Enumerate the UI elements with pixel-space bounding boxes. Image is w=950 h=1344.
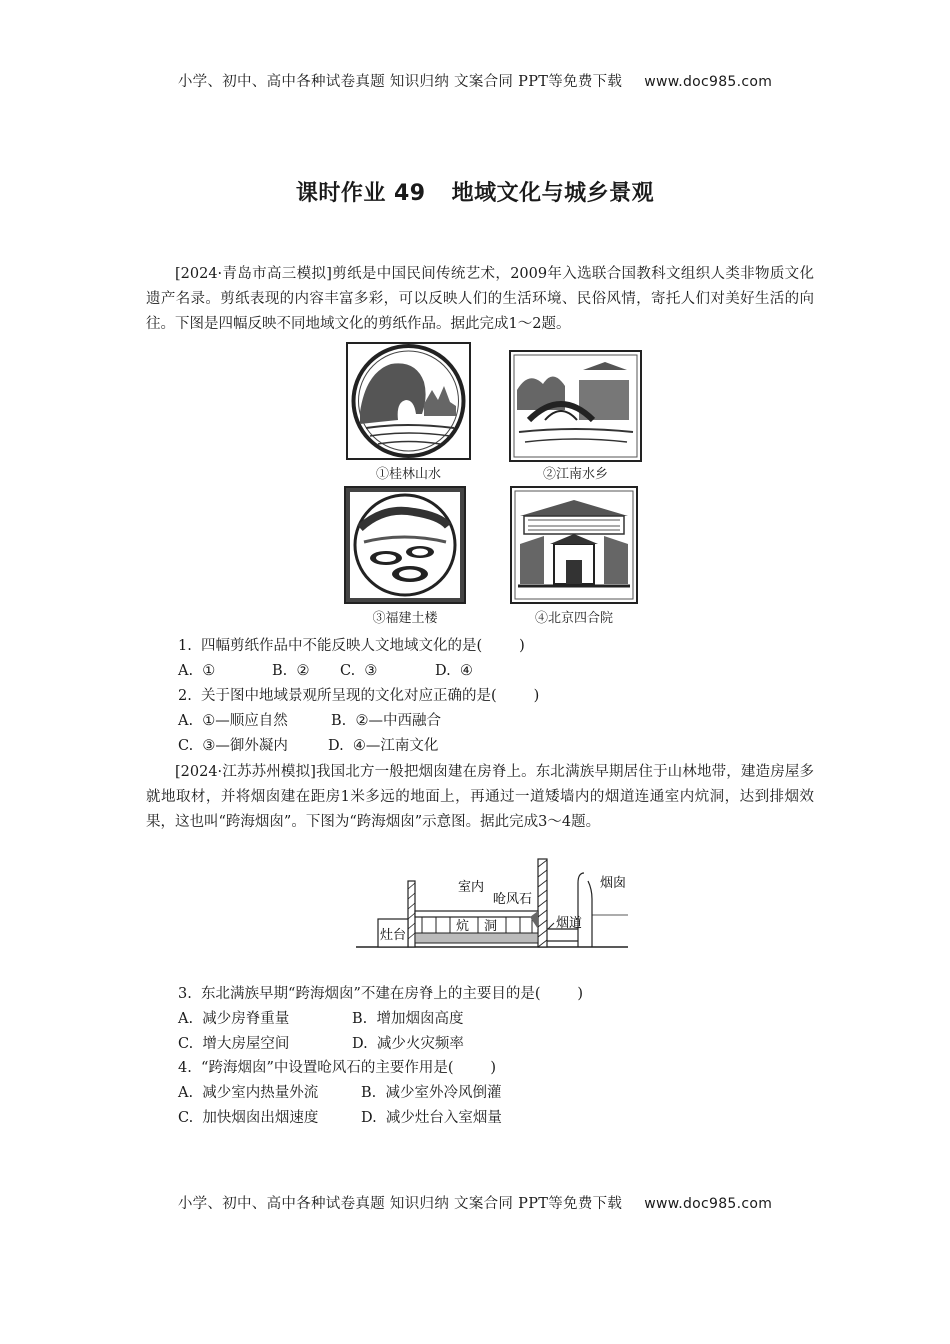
q4-option-d[interactable]: D. 减少灶台入室烟量 [361, 1110, 502, 1126]
label-indoor: 室内 [458, 880, 485, 895]
q2-option-d[interactable]: D. ④—江南文化 [328, 738, 439, 754]
q1-option-a[interactable]: A. ① [178, 663, 216, 679]
q4-stem: 4. “跨海烟囱”中设置呛风石的主要作用是( ) [178, 1060, 497, 1076]
page-header [0, 70, 950, 91]
q3-option-c[interactable]: C. 增大房屋空间 [178, 1036, 290, 1052]
q2-option-c[interactable]: C. ③—御外凝内 [178, 738, 288, 754]
q2-stem: 2. 关于图中地域景观所呈现的文化对应正确的是( ) [178, 688, 540, 704]
page-footer [0, 1192, 950, 1213]
q3-option-d[interactable]: D. 减少火灾频率 [352, 1036, 464, 1052]
section1-intro: [2024·青岛市高三模拟]剪纸是中国民间传统艺术，2009年入选联合国教科文组织人类非物质文化遗产名录。剪纸表现的内容丰富多彩，可以反映人们的生活环境、民俗风情，寄托人们对美好生活的向往。下图是四幅反映不同地域文化的剪纸作品。据此完成1～2题。 [146, 266, 814, 332]
label-flue: 烟道 [556, 916, 583, 931]
caption-tulou: ③福建土楼 [372, 611, 438, 626]
q1-option-c[interactable]: C. ③ [340, 663, 378, 679]
label-chimney: 烟囱 [600, 876, 627, 891]
papercut-figure [344, 342, 644, 628]
q4-option-c[interactable]: C. 加快烟囱出烟速度 [178, 1110, 319, 1126]
papercut-guilin-image [346, 342, 471, 460]
q3-option-b[interactable]: B. 增加烟囱高度 [352, 1011, 464, 1027]
q4-option-b[interactable]: B. 减少室外冷风倒灌 [361, 1085, 502, 1101]
footer-text: 小学、初中、高中各种试卷真题 知识归纳 文案合同 PPT等免费下载 [177, 1196, 623, 1212]
q1-option-d[interactable]: D. ④ [435, 663, 473, 679]
footer-url[interactable]: www.doc985.com [644, 1196, 773, 1212]
q2-option-a[interactable]: A. ①—顺应自然 [178, 713, 288, 729]
q1-stem: 1. 四幅剪纸作品中不能反映人文地域文化的是( ) [178, 638, 525, 654]
title-number: 课时作业 49 [295, 181, 426, 206]
label-stove: 灶台 [380, 928, 407, 943]
label-kang: 炕 [456, 919, 470, 934]
section2-intro: [2024·江苏苏州模拟]我国北方一般把烟囱建在房脊上。东北满族早期居住于山林地带，建造房屋多就地取材，并将烟囱建在距房1米多远的地面上，再通过一道矮墙内的烟道连通室内炕洞，达到排烟效果，这也叫“跨海烟囱”。下图为“跨海烟囱”示意图。据此完成3～4题。 [146, 764, 814, 830]
header-url[interactable]: www.doc985.com [644, 74, 773, 90]
papercut-jiangnan-image [509, 350, 642, 462]
q3-stem: 3. 东北满族早期“跨海烟囱”不建在房脊上的主要目的是( ) [178, 986, 584, 1002]
chimney-diagram [352, 855, 632, 955]
caption-guilin: ①桂林山水 [375, 467, 441, 482]
label-dong: 洞 [484, 919, 498, 934]
papercut-siheyuan-image [510, 486, 638, 604]
caption-siheyuan: ④北京四合院 [534, 611, 613, 626]
page-title [0, 176, 950, 207]
papercut-tulou-image [344, 486, 466, 604]
title-topic: 地域文化与城乡景观 [451, 181, 655, 206]
header-text: 小学、初中、高中各种试卷真题 知识归纳 文案合同 PPT等免费下载 [177, 74, 623, 90]
q3-option-a[interactable]: A. 减少房脊重量 [178, 1011, 290, 1027]
caption-jiangnan: ②江南水乡 [542, 467, 608, 482]
q2-option-b[interactable]: B. ②—中西融合 [331, 713, 441, 729]
label-wind-stone: 呛风石 [493, 892, 533, 907]
q1-option-b[interactable]: B. ② [272, 663, 310, 679]
q4-option-a[interactable]: A. 减少室内热量外流 [178, 1085, 319, 1101]
